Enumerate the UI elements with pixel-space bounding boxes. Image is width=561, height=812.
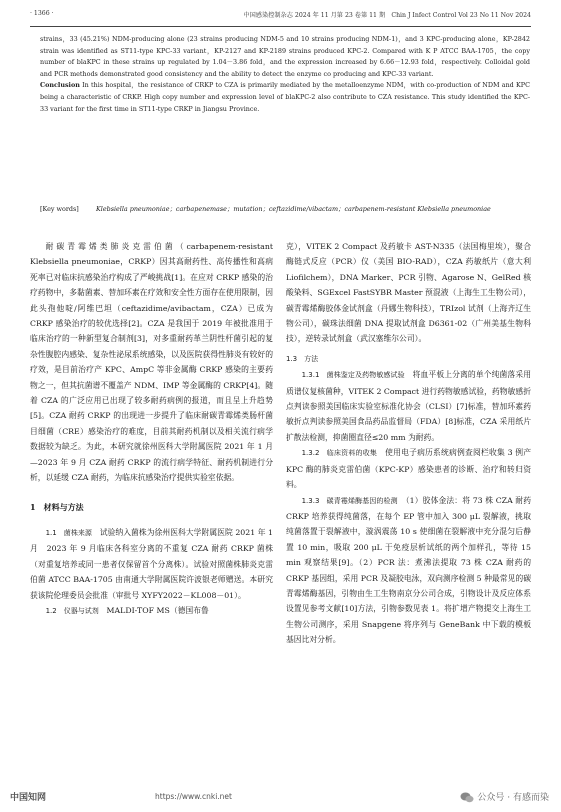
section-title-materials-methods: 1 材料与方法: [30, 501, 84, 512]
wechat-icon: [460, 792, 474, 803]
header-rule: [30, 26, 531, 27]
abstract-results: strains，33 (45.21%) NDM-producing alone (23 strains producing NDM-5 and 10 strains producing NDM-1)，and 3 KPC-producing alone，KP-2842 strain was identified as ST11-type KPC-33 variant，KP-2127 and KP-2189 strains produced KPC-2. Compared with K P ATCC BAA-1705，the copy number of blaKPC in these strains up regulated by 1.04－3.86 fold，and the expression increased by 6.66－12.93 fold，respectively. Colloidal gold and PCR methods demonstrated good consistency and the ability to detect the enzyme co producing and KPC-33 variant.: [40, 35, 530, 78]
running-header: [30, 8, 531, 22]
section-1-3-3-text: （1）胶体金法：将 73 株 CZA 耐药 CRKP 培养获得纯菌落，在每个 EP 管中加入 300 μL 裂解液，挑取纯菌落置于裂解液中，漩涡震荡 10 s 使细菌在裂解液中充分混匀后静置 10 min，吸取 200 μL 于免疫层析试纸的两个加样孔，等待 15 min 观察结果[9]。（2）PCR 法：煮沸法提取 73 株 CZA 耐药的 CRKP 基因组，采用 PCR 及凝胶电泳，双向测序检测 5 种最常见的碳青霉烯酶基因，引物由生工生物南京分公司合成，引物设计及反应体系设置见参考文献[10]方法，引物参数见表 1。将扩增产物提交上海生工生物公司测序，采用 Snapgene 将序列与 GeneBank 中下载的模板基因比对分析。: [286, 495, 532, 645]
english-abstract: [40, 34, 530, 115]
section-1-1-title: 1.1 菌株来源: [45, 528, 92, 537]
abstract-conclusion: [40, 80, 530, 115]
section-1-3-3-title: 1.3.3 碳青霉烯酶基因的检测: [301, 496, 398, 505]
section-1-3-2: [286, 445, 531, 492]
section-1-3-title: 1.3 方法: [286, 354, 319, 363]
cnki-logo-text: 中国知网: [10, 793, 47, 803]
section-1-1: [30, 525, 273, 603]
conclusion-text: In this hospital，the resistance of CRKP to CZA is primarily mediated by the metalloenzyme NDM，with co-production of NDM and KPC being a characteristic of CRKP. High copy number and expression level of blaKPC-2 also contribute to CZA resistance. This study identified the KPC-33 variant for the first time in ST11-type CRKP in Jiangsu Province.: [40, 81, 530, 113]
cnki-url[interactable]: https://www.cnki.net: [155, 792, 232, 801]
page-number: · 1366 ·: [30, 10, 54, 17]
section-1-3-1-title: 1.3.1 菌株鉴定及药物敏感试验: [301, 371, 405, 380]
section-1-3-1-text: 将血平板上分离的单个纯菌落采用质谱仪复核菌种，VITEK 2 Compact 进行药物敏感试验，药物敏感折点判读参照美国临床实验室标准化协会（CLSI）[7]标准，替加环素药敏折点判读参照美国食品药品监督局（FDA）[8]标准，CZA 采用纸片扩散法检测，抑菌圈直径≤20 mm 为耐药。: [286, 370, 532, 442]
page-footer: [0, 786, 561, 808]
intro-paragraph: 耐碳青霉烯类肺炎克雷伯菌（carbapenem-resistant Klebsiella pneumoniae，CRKP）因其高耐药性、高传播性和高病死率已对临床抗感染治疗构成了严峻挑战[1]。在应对 CRKP 感染的治疗药物中，多黏菌素、替加环素在疗效和安全性方面存在使用限制，因此头孢他啶/阿维巴坦（ceftazidime/avibactam，CZA）已成为 CRKP 感染治疗的较优选择[2]。CZA 是我国于 2019 年被批准用于临床治疗的一种新型复合制剂[3]，对多重耐药革兰阴性杆菌引起的复杂性腹腔内感染、复杂性泌尿系统感染，以及医院获得性肺炎有较好的疗效，是目前治疗产 KPC、AmpC 等非金属酶 CRKP 感染的主要药物之一，但其抗菌谱不覆盖产 NDM、IMP 等金属酶的 CRKP[4]。随着 CZA 的广泛应用已出现了较多耐药病例的报道，而且呈上升趋势[5]。CZA 耐药 CRKP 的出现进一步提升了临床耐碳青霉烯类肠杆菌目细菌（CRE）感染治疗的难度，目前其耐药机制以及相关流行病学数据较为缺乏。为此，本研究就徐州医科大学附属医院 2021 年 1 月—2023 年 9 月 CZA 耐药 CRKP 的流行病学特征、耐药机制进行分析，以延缓 CZA 耐药，为临床抗感染治疗提供实验室依据。: [30, 242, 273, 483]
section-1-2-title: 1.2 仪器与试剂: [45, 606, 99, 615]
journal-citation: 中国感染控制杂志 2024 年 11 月第 23 卷第 11 期 Chin J Infect Control Vol 23 No 11 Nov 2024: [243, 12, 531, 19]
section-1-2: [30, 603, 273, 619]
section-1-2-text: MALDI-TOF MS（德国布鲁: [106, 605, 209, 615]
section-1-3-2-text: 使用电子病历系统病例查阅栏收集 3 例产 KPC 酶的肺炎克雷伯菌（KPC-KP）感染患者的诊断、治疗和转归资料。: [286, 448, 532, 490]
section-1-3-2-title: 1.3.2 临床资料的收集: [301, 449, 378, 458]
keywords-text: Klebsiella pneumoniae；carbapenemase；mutation；ceftazidime/vibactam；carbapenem-resistant Klebsiella pneumoniae: [96, 205, 491, 213]
watermark-text: 公众号 · 有感而染: [477, 793, 549, 803]
conclusion-label: Conclusion: [40, 81, 80, 90]
keywords-label: [Key words]: [40, 205, 79, 213]
section-1-3-3: [286, 493, 531, 648]
left-column: [30, 239, 273, 619]
right-column: [286, 239, 531, 648]
section-1-2-continued: 克），VITEK 2 Compact 及药敏卡 AST-N335（法国梅里埃），聚合酶链式反应（PCR）仪（美国 BIO-RAD），CZA 药敏纸片（意大利 Liofilchem），DNA Marker、PCR 引物、Agarose N、GelRed 核酸染料、SGExcel FastSYBR Master 预混液（上海生工生物公司），碳青霉烯酶胶体金试剂盒（丹娜生物科技），TRIzol 试剂（上海齐辽生物公司），碳珠法细菌 DNA 提取试剂盒 D6361-02（广州美基生物科技），逆转录试剂盒（武汉塞维尔公司）。: [286, 242, 531, 344]
section-1-3-1: [286, 367, 531, 445]
watermark: [460, 790, 549, 803]
section-1-1-text: 试验纳入菌株为徐州医科大学附属医院 2021 年 1 月 2023 年 9 月临床各科室分离的不重复 CZA 耐药 CRKP 菌株（对重复培养或同一患者仅保留首个分离株）。试验对照菌株肺炎克雷伯菌 ATCC BAA-1705 由南通大学附属医院许波银老师赠送。本研究获该院伦理委员会批准（审批号 XYFY2022－KL008－01）。: [30, 527, 273, 600]
